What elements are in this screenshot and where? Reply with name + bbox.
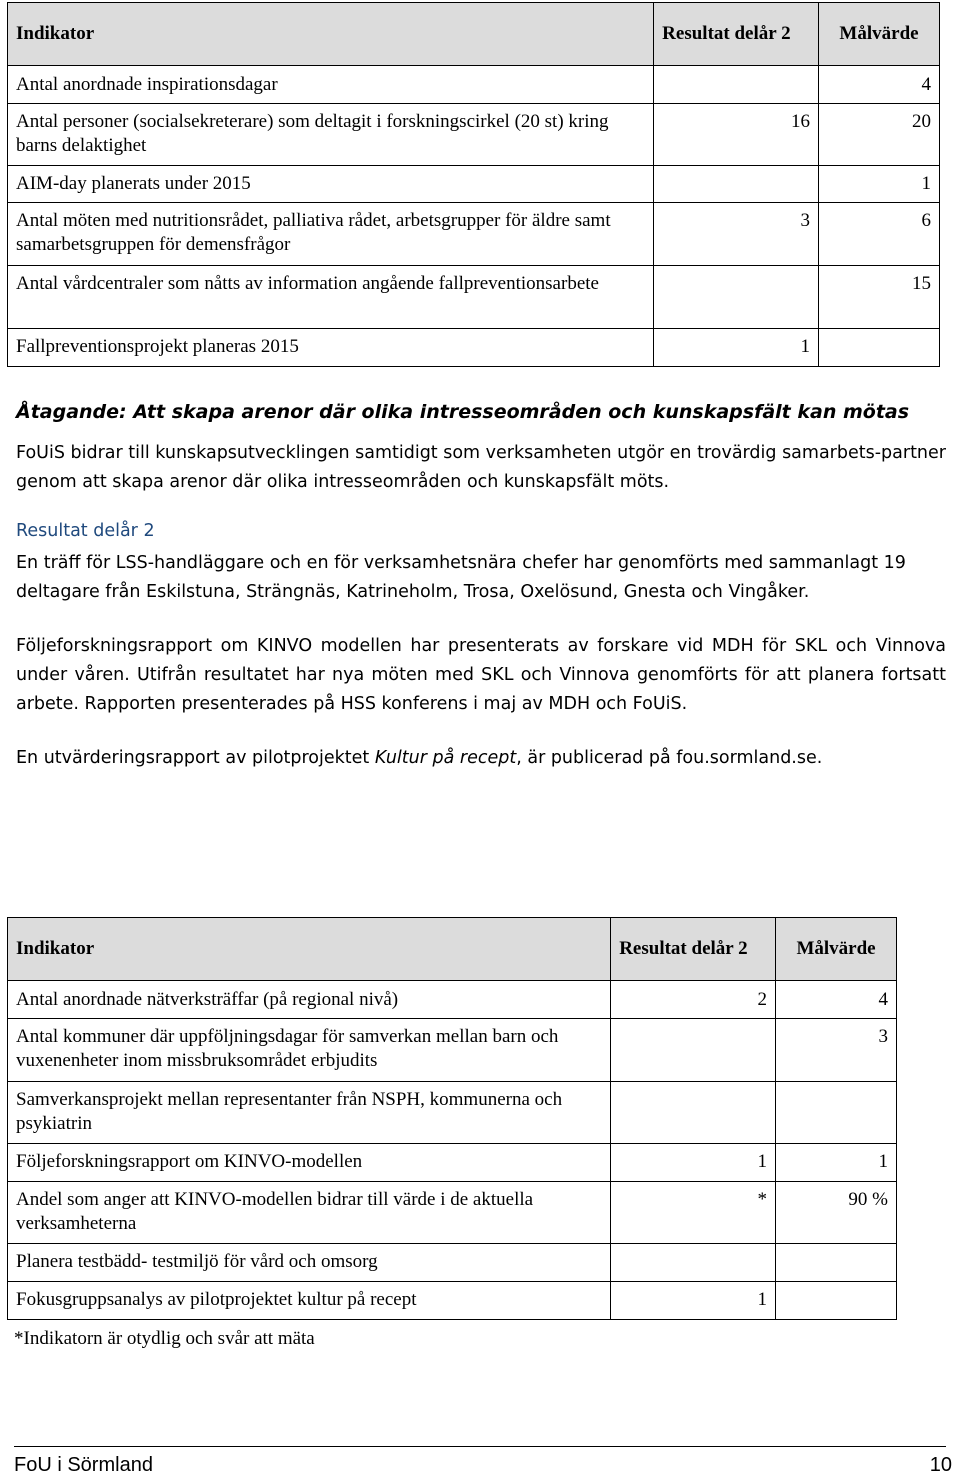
row-result: 3 xyxy=(654,203,819,266)
table-row xyxy=(8,266,940,329)
indicator-table-2 xyxy=(7,917,897,1320)
row-result: 2 xyxy=(611,981,776,1019)
header-indicator: Indikator xyxy=(8,3,654,66)
row-indicator: Fokusgruppsanalys av pilotprojektet kultur på recept xyxy=(8,1282,611,1320)
row-target: 1 xyxy=(776,1144,897,1182)
row-target: 6 xyxy=(819,203,940,266)
row-target: 3 xyxy=(776,1019,897,1082)
footer-org-name: FoU i Sörmland xyxy=(14,1454,153,1476)
section-heading: Åtagande: Att skapa arenor där olika intresseområden och kunskapsfält kan mötas xyxy=(16,401,910,423)
row-indicator: Antal vårdcentraler som nåtts av information angående fallpreventionsarbete xyxy=(8,266,654,329)
row-indicator: Antal kommuner där uppföljningsdagar för samverkan mellan barn och vuxenenheter inom missbruksområdet erbjudits xyxy=(8,1019,611,1082)
table-row xyxy=(8,1082,897,1144)
row-indicator: Fallpreventionsprojekt planeras 2015 xyxy=(8,329,654,367)
row-target xyxy=(819,329,940,367)
row-indicator: Planera testbädd- testmiljö för vård och omsorg xyxy=(8,1244,611,1282)
row-result: * xyxy=(611,1182,776,1244)
row-target: 4 xyxy=(819,66,940,104)
row-result: 1 xyxy=(611,1144,776,1182)
row-indicator: Antal möten med nutritionsrådet, palliativa rådet, arbetsgrupper för äldre samt samarbetsgruppen för demensfrågor xyxy=(8,203,654,266)
result-paragraph-2: Följeforskningsrapport om KINVO modellen har presenterats av forskare vid MDH för SKL och Vinnova under våren. Utifrån resultatet har nya möten med SKL och Vinnova genomförts för att planera fortsatt arbete. Rapporten presenterades på HSS konferens i maj av MDH och FoUiS. xyxy=(16,636,946,714)
row-target: 20 xyxy=(819,104,940,166)
row-target: 1 xyxy=(819,166,940,203)
row-target xyxy=(776,1244,897,1282)
row-target: 15 xyxy=(819,266,940,329)
table-row xyxy=(8,1182,897,1244)
header-target: Målvärde xyxy=(776,918,897,981)
row-result xyxy=(654,166,819,203)
result-heading: Resultat delår 2 xyxy=(16,521,155,541)
table-row xyxy=(8,1019,897,1082)
table-row xyxy=(8,203,940,266)
row-indicator: Andel som anger att KINVO-modellen bidrar till värde i de aktuella verksamheterna xyxy=(8,1182,611,1244)
footnote: *Indikatorn är otydlig och svår att mäta xyxy=(14,1328,315,1349)
row-result: 1 xyxy=(611,1282,776,1320)
header-result: Resultat delår 2 xyxy=(654,3,819,66)
table-row xyxy=(8,1144,897,1182)
footer-divider xyxy=(14,1446,946,1447)
row-target: 90 % xyxy=(776,1182,897,1244)
row-indicator: Antal anordnade inspirationsdagar xyxy=(8,66,654,104)
row-target xyxy=(776,1282,897,1320)
table-row xyxy=(8,1244,897,1282)
row-result: 16 xyxy=(654,104,819,166)
row-result: 1 xyxy=(654,329,819,367)
row-result xyxy=(611,1019,776,1082)
row-result xyxy=(654,66,819,104)
row-indicator: Följeforskningsrapport om KINVO-modellen xyxy=(8,1144,611,1182)
table-row xyxy=(8,104,940,166)
row-indicator: Antal personer (socialsekreterare) som deltagit i forskningscirkel (20 st) kring barns delaktighet xyxy=(8,104,654,166)
p3-text-before: En utvärderingsrapport av pilotprojektet xyxy=(16,748,375,768)
table-header-row xyxy=(8,918,897,981)
table-row xyxy=(8,66,940,104)
indicator-table-1 xyxy=(7,2,940,367)
table-row xyxy=(8,981,897,1019)
header-result: Resultat delår 2 xyxy=(611,918,776,981)
table-row xyxy=(8,1282,897,1320)
row-result xyxy=(654,266,819,329)
row-indicator: Antal anordnade nätverksträffar (på regional nivå) xyxy=(8,981,611,1019)
row-indicator: AIM-day planerats under 2015 xyxy=(8,166,654,203)
row-target xyxy=(776,1082,897,1144)
table-row xyxy=(8,329,940,367)
table-row xyxy=(8,166,940,203)
table-header-row xyxy=(8,3,940,66)
section-engagement xyxy=(16,398,946,773)
result-paragraph-1: En träff för LSS-handläggare och en för verksamhetsnära chefer har genomförts med sammanlagt 19 deltagare från Eskilstuna, Strängnäs, Katrineholm, Trosa, Oxelösund, Gnesta och Vingåker. xyxy=(16,553,906,602)
footer-page-number: 10 xyxy=(929,1454,952,1476)
result-paragraph-3 xyxy=(16,744,946,773)
header-indicator: Indikator xyxy=(8,918,611,981)
row-target: 4 xyxy=(776,981,897,1019)
row-result xyxy=(611,1244,776,1282)
section-intro: FoUiS bidrar till kunskapsutvecklingen samtidigt som verksamheten utgör en trovärdig samarbets-partner genom att skapa arenor där olika intresseområden och kunskapsfält möts. xyxy=(16,443,946,492)
row-indicator: Samverkansprojekt mellan representanter från NSPH, kommunerna och psykiatrin xyxy=(8,1082,611,1144)
p3-title-italic: Kultur på recept xyxy=(374,748,517,768)
header-target: Målvärde xyxy=(819,3,940,66)
p3-text-after: , är publicerad på fou.sormland.se. xyxy=(516,748,823,768)
row-result xyxy=(611,1082,776,1144)
